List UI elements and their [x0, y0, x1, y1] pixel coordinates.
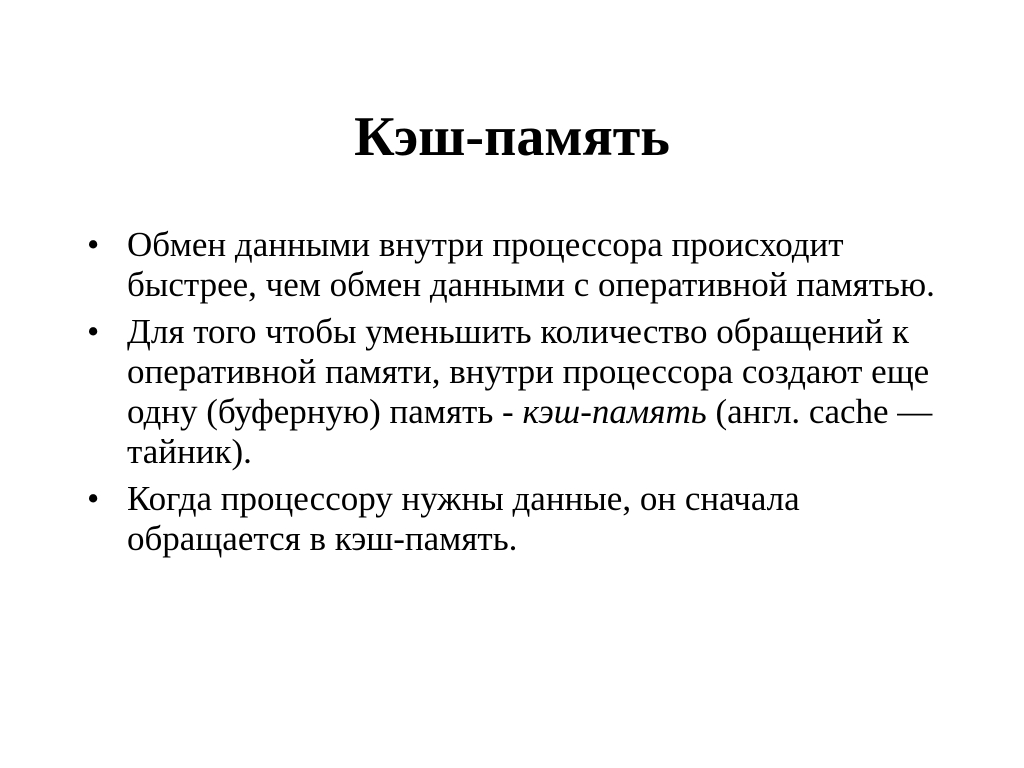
bullet-list — [87, 225, 947, 566]
bullet-dot-icon: • — [87, 312, 100, 351]
bullet-dot-icon: • — [87, 225, 100, 264]
bullet-emphasis: кэш-память — [522, 392, 707, 431]
bullet-text: Обмен данными внутри процессора происходит быстрее, чем обмен данными с оперативной памятью. — [127, 225, 935, 304]
bullet-item — [87, 312, 947, 472]
bullet-item — [87, 225, 947, 305]
bullet-dot-icon: • — [87, 479, 100, 518]
bullet-item — [87, 479, 947, 559]
bullet-text-before: Для того чтобы уменьшить количество обращений к оперативной памяти, внутри процессора создают еще одну (буферную) память - — [127, 312, 930, 431]
bullet-text-after: (англ. cache — тайник). — [127, 392, 933, 471]
bullet-text: Когда процессору нужны данные, он сначала обращается в кэш-память. — [127, 479, 800, 558]
slide-title: Кэш-память — [354, 106, 670, 168]
